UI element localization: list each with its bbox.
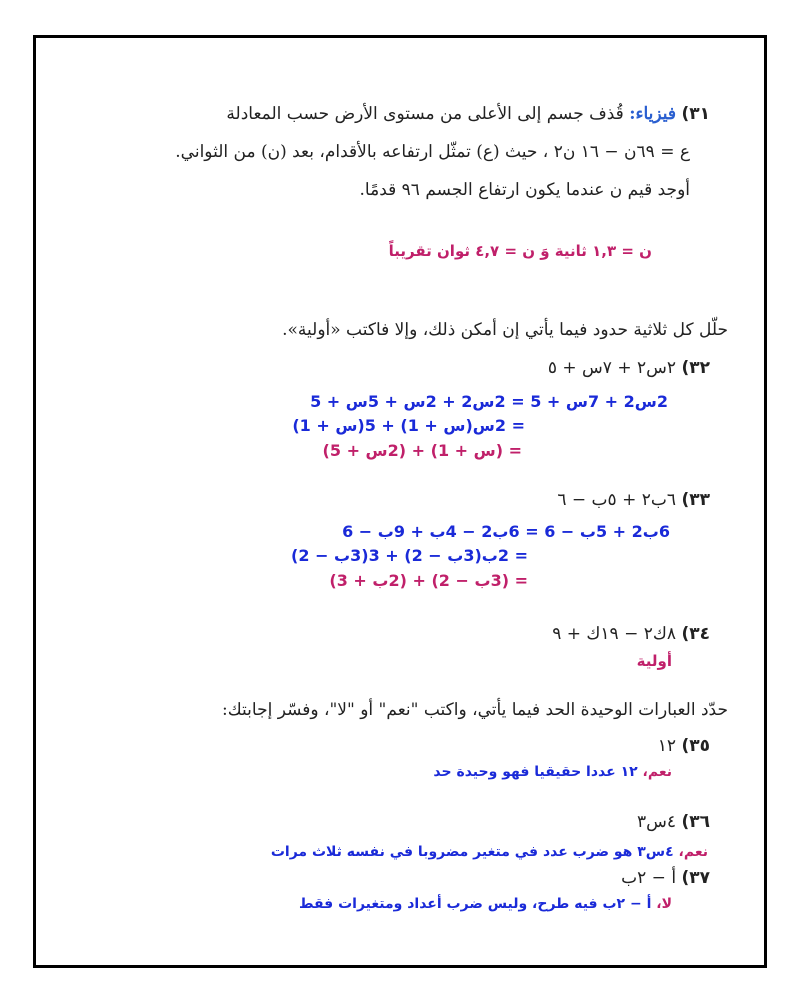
q34-expr: ٨ك٢ − ١٩ك + ٩ [552,624,677,644]
q36-expr: ٤س٣ [637,812,677,832]
q33-number: ٣٣) [681,490,710,510]
q31-answer: ن = ١,٣ ثانية وَ ن = ٤,٧ ثوان تقريباً [388,242,652,260]
q34-prompt [552,624,710,644]
q35-answer-label: نعم، [642,764,672,780]
q34-answer: أولية [636,652,672,670]
q35-number: ٣٥) [681,736,710,756]
q33-step2: = 2ب(3ب − 2) + 3(3ب − 2) [291,546,528,565]
q32-step3: = (س + 1) + (2س + 5) [322,441,522,460]
instruction-factor: حلّل كل ثلاثية حدود فيما يأتي إن أمكن ذلك، وإلا فاكتب «أولية». [282,320,728,340]
q35-answer [433,764,672,780]
q36-answer-text: ٤س٣ هو ضرب عدد في متغير مضروبا في نفسه ثلاث مرات [270,844,674,860]
q33-expr: ٦ب٢ + ٥ب − ٦ [557,490,677,510]
q31-number: ٣١) [681,104,710,124]
q32-number: ٣٢) [681,358,710,378]
q36-prompt [637,812,710,832]
q37-prompt [621,868,710,888]
q37-number: ٣٧) [681,868,710,888]
q35-answer-text: ١٢ عددا حقيقيا فهو وحيدة حد [433,764,638,780]
q34-number: ٣٤) [681,624,710,644]
q33-step1: 6ب2 + 5ب − 6 = 6ب2 − 4ب + 9ب − 6 [342,522,670,541]
instruction-monomial: حدّد العبارات الوحيدة الحد فيما يأتي، واكتب "نعم" أو "لا"، وفسّر إجابتك: [221,700,728,720]
q32-step2: = 2س(س + 1) + 5(س + 1) [292,416,525,435]
q35-expr: ١٢ [657,736,677,756]
q36-answer [271,844,708,860]
q36-answer-label: نعم، [678,844,708,860]
q32-prompt [548,358,710,378]
q31-line3: أوجد قيم ن عندما يكون ارتفاع الجسم ٩٦ قدمًا. [359,180,690,200]
q35-prompt [658,736,710,756]
q37-answer [299,896,672,912]
q36-number: ٣٦) [681,812,710,832]
q37-answer-text: أ − ٢ب فيه طرح، وليس ضرب أعداد ومتغيرات فقط [298,896,652,912]
q33-prompt [557,490,710,510]
q32-step1: 2س2 + 7س + 5 = 2س2 + 2س + 5س + 5 [310,392,668,411]
q31-text1: قُذف جسم إلى الأعلى من مستوى الأرض حسب المعادلة [226,104,624,124]
q32-expr: ٢س٢ + ٧س + ٥ [547,358,677,378]
q31-line2: ع = ٦٩ن − ١٦ ن٢ ، حيث (ع) تمثّل ارتفاعه بالأقدام، بعد (ن) من الثواني. [175,142,690,162]
q33-step3: = (3ب − 2) + (2ب + 3) [329,571,528,590]
q37-answer-label: لا، [656,896,672,912]
q37-expr: أ − ٢ب [621,868,677,888]
q31-topic: فيزياء: [629,104,677,124]
q31-line1 [226,104,710,124]
